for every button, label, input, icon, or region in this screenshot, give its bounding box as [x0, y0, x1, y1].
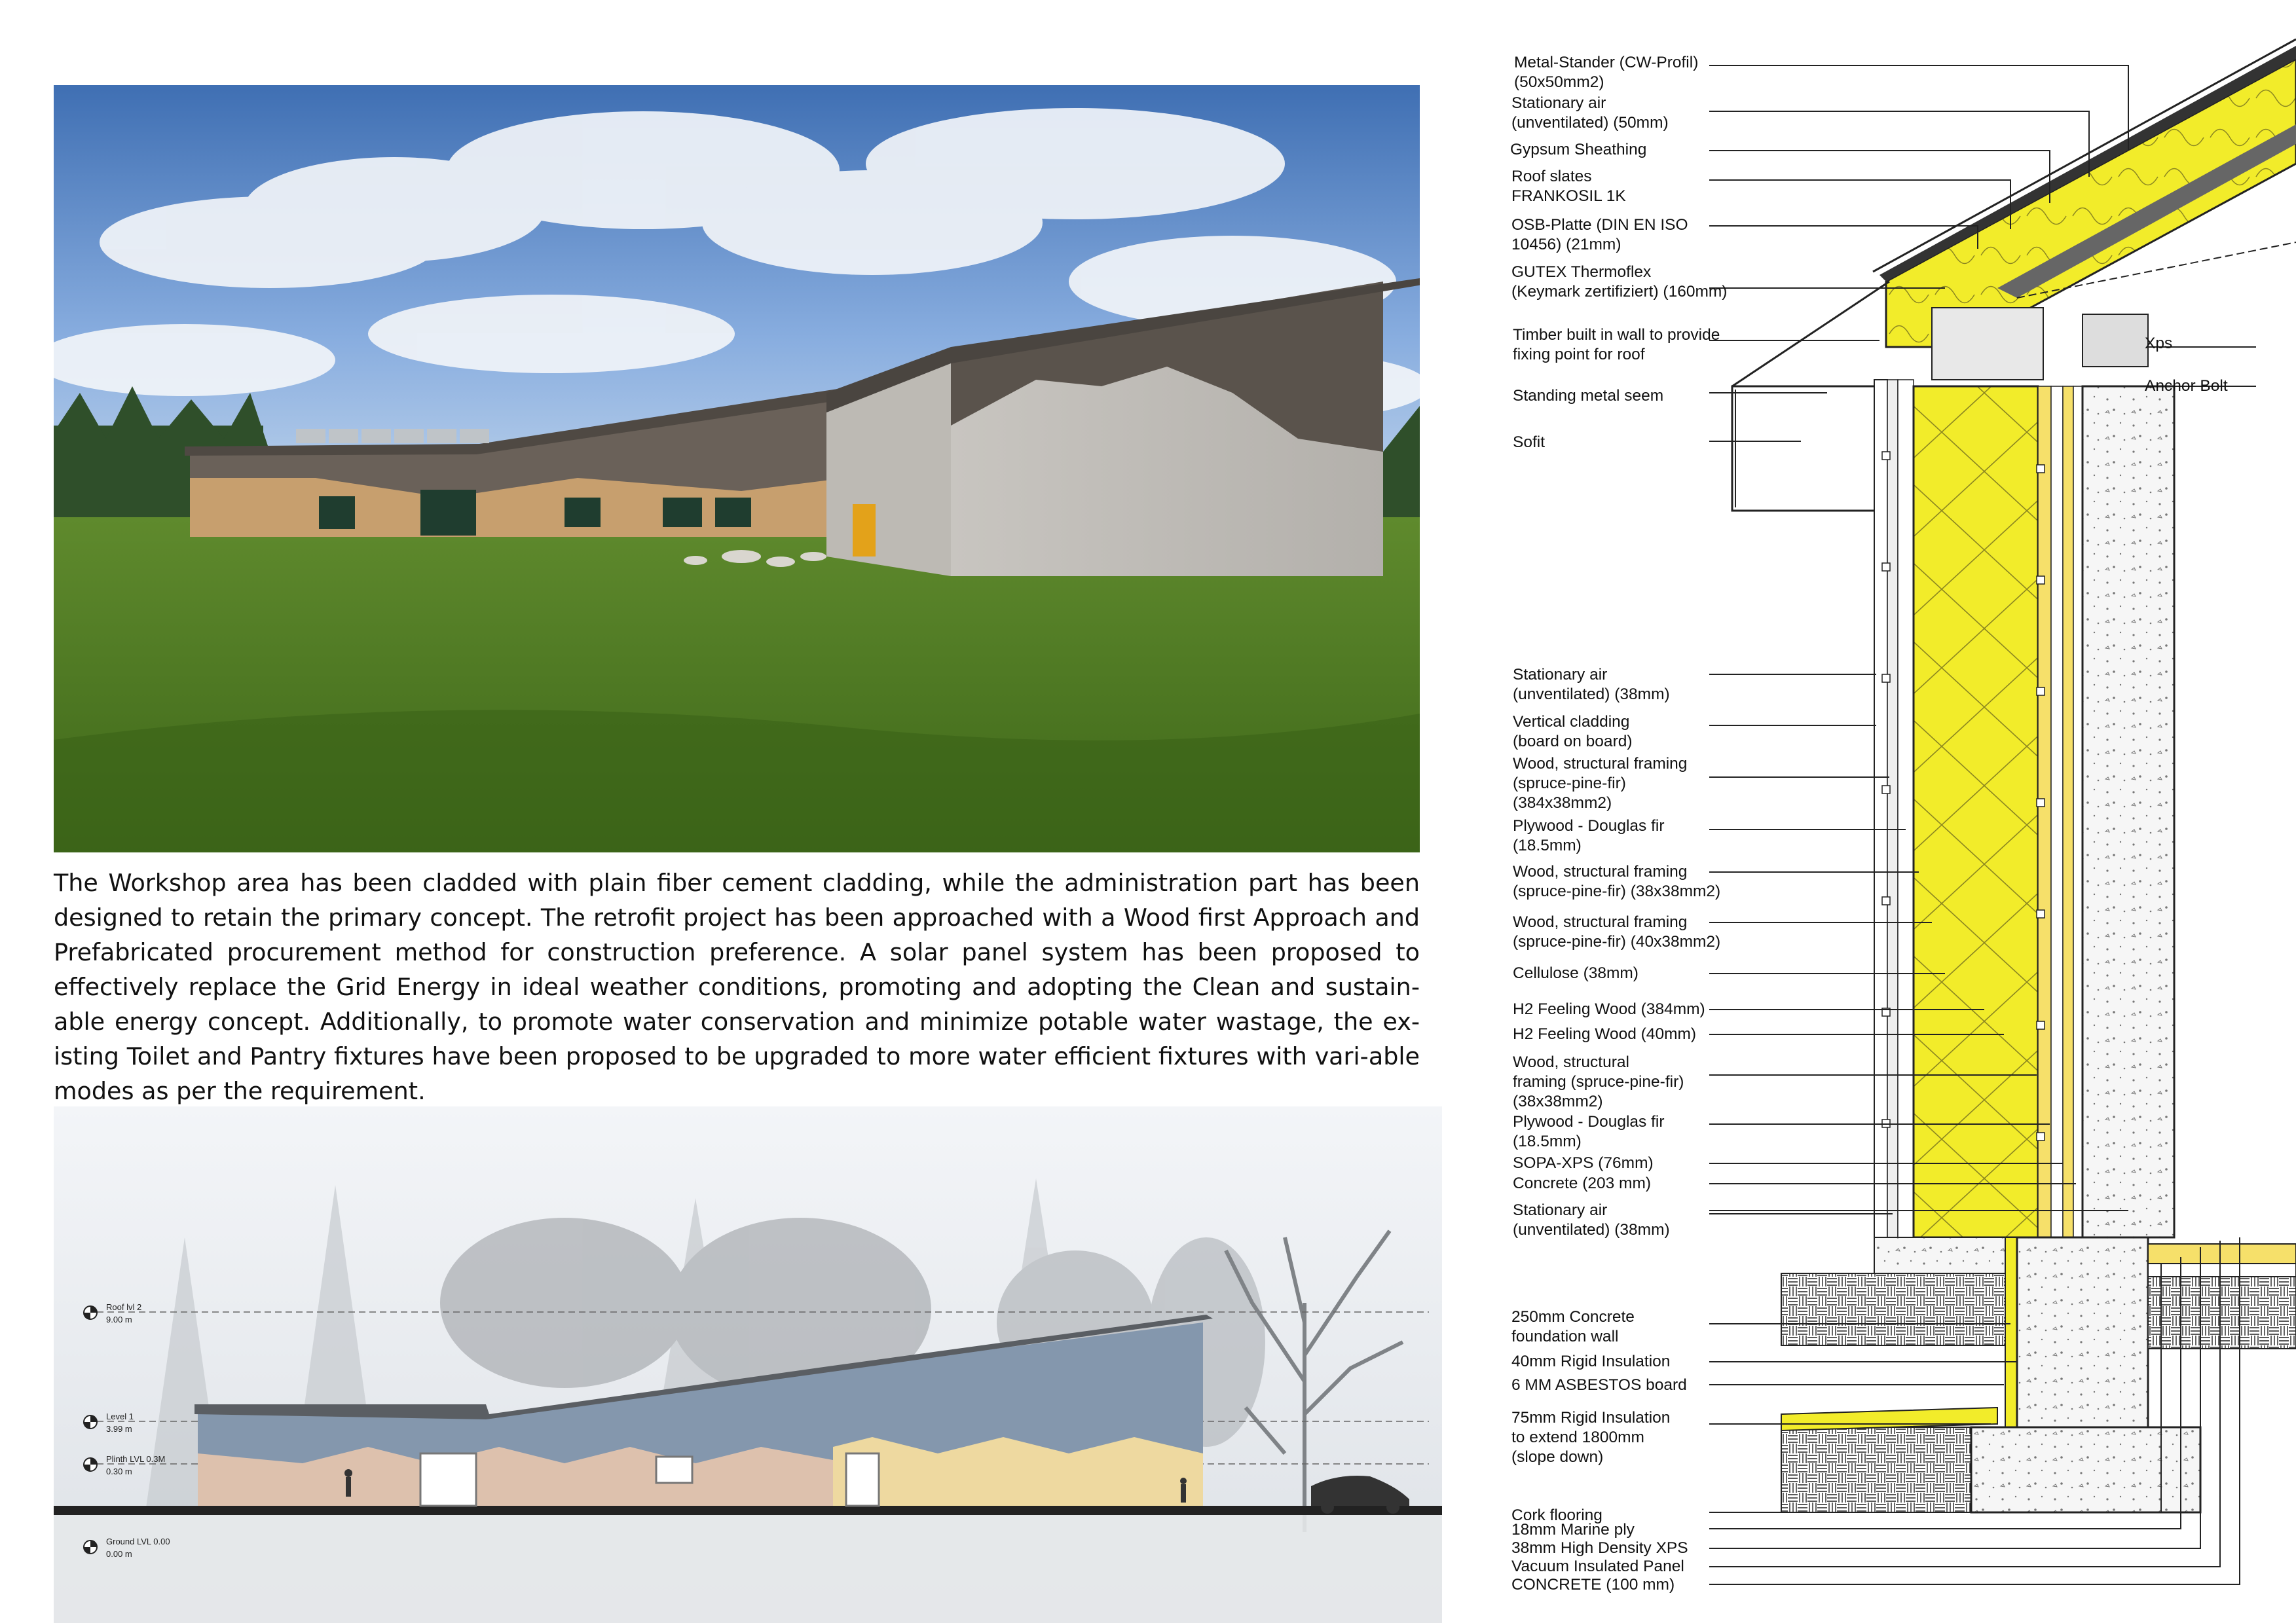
detail-label: Wood, structural framing (spruce-pine-fir) (38x38mm2)	[1513, 1053, 1684, 1110]
detail-label: Cork flooring	[1511, 1506, 1602, 1524]
detail-label: Cellulose (38mm)	[1513, 964, 1639, 982]
detail-label: Timber built in wall to provide fixing point for roof	[1513, 326, 1720, 363]
detail-label: Plywood - Douglas fir (18.5mm)	[1513, 1113, 1665, 1150]
foundation-assembly	[1781, 1237, 2296, 1512]
detail-label: Sofit	[1513, 433, 1546, 451]
detail-label: GUTEX Thermoflex (Keymark zertifiziert) (160mm)	[1511, 263, 1728, 301]
level-name: Ground LVL 0.00	[106, 1537, 170, 1546]
detail-label: Metal-Stander (CW-Profil) (50x50mm2)	[1514, 54, 1699, 91]
level-height: 3.99 m	[106, 1424, 132, 1434]
detail-label-right: Anchor Bolt	[2145, 377, 2228, 395]
detail-label: Stationary air (unventilated) (50mm)	[1511, 94, 1669, 132]
detail-label: SOPA-XPS (76mm)	[1513, 1154, 1654, 1172]
detail-label: Vertical cladding (board on board)	[1513, 713, 1633, 750]
detail-label: H2 Feeling Wood (384mm)	[1513, 1000, 1705, 1018]
detail-label: 40mm Rigid Insulation	[1511, 1353, 1671, 1370]
detail-label: Wood, structural framing (spruce-pine-fir) (38x38mm2)	[1513, 863, 1721, 900]
level-name: Level 1	[106, 1412, 134, 1421]
detail-label-right: Xps	[2145, 335, 2173, 352]
level-height: 9.00 m	[106, 1315, 132, 1324]
wall-assembly	[1874, 380, 2174, 1270]
building-elevation-drawing	[54, 1106, 1442, 1623]
ground-line	[54, 1506, 1442, 1515]
description-paragraph: The Workshop area has been cladded with plain fiber cement cladding, while the administration part has been designed to retain the primary concept. The retrofit project has been approached with a Wood first Approach and Prefabricated procurement method for construction preference. A solar panel system has been proposed to effectively replace the Grid Energy in ideal weather conditions, promoting and adopting the Clean and sustain-able energy concept. Additionally, to promote water conservation and minimize potable water wastage, the ex-isting Toilet and Pantry fixtures have been proposed to be upgraded to more water efficient fixtures with vari-able modes as per the requirement.	[54, 869, 1420, 1105]
detail-label: CONCRETE (100 mm)	[1511, 1576, 1675, 1594]
detail-label: Standing metal seem	[1513, 387, 1664, 405]
detail-label: 6 MM ASBESTOS board	[1511, 1376, 1687, 1394]
detail-label: H2 Feeling Wood (40mm)	[1513, 1025, 1697, 1043]
detail-label: Concrete (203 mm)	[1513, 1175, 1652, 1192]
level-name: Roof lvl 2	[106, 1302, 142, 1312]
level-height: 0.30 m	[106, 1467, 132, 1476]
detail-label: 18mm Marine ply	[1511, 1521, 1635, 1539]
level-name: Plinth LVL 0.3M	[106, 1454, 166, 1464]
detail-label: Gypsum Sheathing	[1510, 141, 1647, 158]
detail-label: Roof slates FRANKOSIL 1K	[1511, 168, 1626, 205]
detail-label: Wood, structural framing (spruce-pine-fir) (40x38mm2)	[1513, 913, 1721, 951]
level-height: 0.00 m	[106, 1549, 132, 1559]
building-render-image	[54, 85, 1420, 852]
detail-label: Stationary air (unventilated) (38mm)	[1513, 1201, 1670, 1239]
detail-label: Vacuum Insulated Panel	[1511, 1558, 1684, 1575]
detail-label: Stationary air (unventilated) (38mm)	[1513, 666, 1670, 703]
detail-label: 38mm High Density XPS	[1511, 1539, 1688, 1557]
detail-label: Plywood - Douglas fir (18.5mm)	[1513, 817, 1665, 854]
detail-label: 250mm Concrete foundation wall	[1511, 1308, 1635, 1345]
detail-label: OSB-Platte (DIN EN ISO 10456) (21mm)	[1511, 216, 1688, 253]
detail-label: 75mm Rigid Insulation to extend 1800mm (slope down)	[1511, 1409, 1671, 1466]
detail-label: Wood, structural framing (spruce-pine-fir) (384x38mm2)	[1513, 755, 1688, 812]
